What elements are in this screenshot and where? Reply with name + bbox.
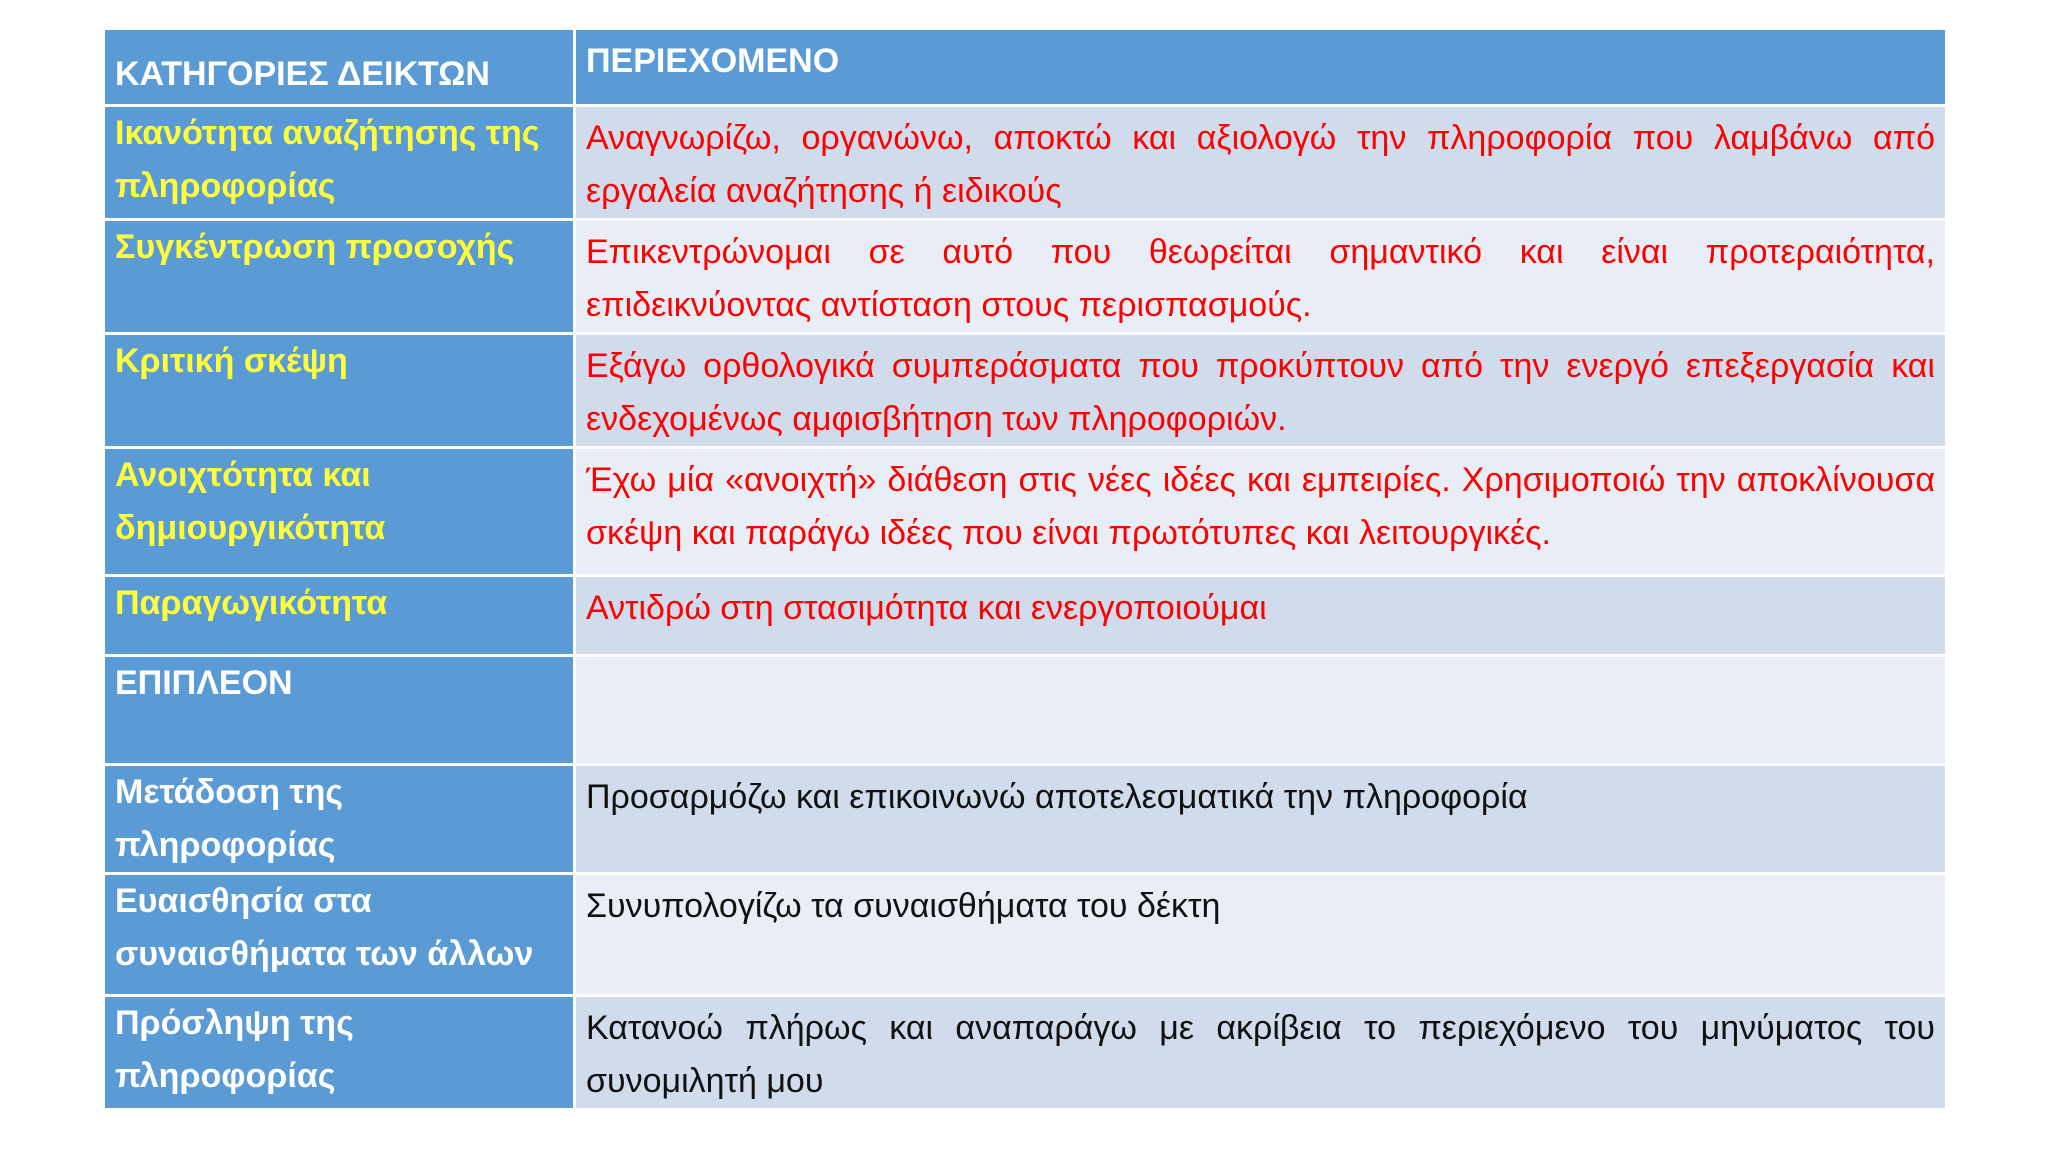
content-cell <box>576 107 1945 221</box>
category-cell <box>105 449 576 577</box>
content-cell <box>576 449 1945 577</box>
category-label: Ικανότητα αναζήτησης της πληροφορίας <box>115 114 540 205</box>
content-text: Επικεντρώνομαι σε αυτό που θεωρείται σημαντικό και είναι προτεραιότητα, επιδεικνύοντας αντίσταση στους περισπασμούς. <box>586 233 1935 324</box>
content-text: Αντιδρώ στη στασιμότητα και ενεργοποιούμαι <box>586 589 1267 627</box>
content-cell <box>576 875 1945 997</box>
category-label: Μετάδοση της πληροφορίας <box>115 773 344 864</box>
content-text: Έχω μία «ανοιχτή» διάθεση στις νέες ιδέες και εμπειρίες. Χρησιμοποιώ την αποκλίνουσα σκέψη και παράγω ιδέες που είναι πρωτότυπες και λειτουργικές. <box>586 461 1935 552</box>
content-cell <box>576 997 1945 1111</box>
content-cell <box>576 221 1945 335</box>
table-row <box>105 449 1945 577</box>
content-text: Εξάγω ορθολογικά συμπεράσματα που προκύπτουν από την ενεργό επεξεργασία και ενδεχομένως αμφισβήτηση των πληροφοριών. <box>586 347 1935 438</box>
table-row <box>105 997 1945 1111</box>
category-cell <box>105 657 576 766</box>
table-row <box>105 577 1945 657</box>
table-row <box>105 107 1945 221</box>
table-row <box>105 335 1945 449</box>
category-label: Κριτική σκέψη <box>115 342 348 380</box>
category-cell <box>105 766 576 875</box>
category-cell <box>105 221 576 335</box>
category-label: Πρόσληψη της πληροφορίας <box>115 1004 354 1095</box>
category-cell <box>105 875 576 997</box>
content-cell <box>576 577 1945 657</box>
header-category-label: ΚΑΤΗΓΟΡΙΕΣ ΔΕΙΚΤΩΝ <box>115 55 490 93</box>
category-label: Ευαισθησία στα συναισθήματα των άλλων <box>115 882 534 973</box>
table-row <box>105 875 1945 997</box>
content-text: Αναγνωρίζω, οργανώνω, αποκτώ και αξιολογώ την πληροφορία που λαμβάνω από εργαλεία αναζήτησης ή ειδικούς <box>586 119 1935 210</box>
content-cell <box>576 657 1945 766</box>
content-text: Συνυπολογίζω τα συναισθήματα του δέκτη <box>586 887 1221 925</box>
content-cell <box>576 766 1945 875</box>
table-row <box>105 766 1945 875</box>
content-cell <box>576 335 1945 449</box>
category-cell <box>105 997 576 1111</box>
header-content-cell <box>576 30 1945 107</box>
content-text: Κατανοώ πλήρως και αναπαράγω με ακρίβεια το περιεχόμενο του μηνύματος του συνομιλητή μου <box>586 1009 1935 1100</box>
category-label: Ανοιχτότητα και δημιουργικότητα <box>115 456 386 547</box>
content-text: Προσαρμόζω και επικοινωνώ αποτελεσματικά την πληροφορία <box>586 778 1528 816</box>
category-label: Συγκέντρωση προσοχής <box>115 228 515 266</box>
header-category-cell <box>105 30 576 107</box>
header-content-label: ΠΕΡΙΕΧΟΜΕΝΟ <box>586 42 840 80</box>
category-cell <box>105 577 576 657</box>
section-label-extra: ΕΠΙΠΛΕΟΝ <box>115 664 293 702</box>
table-row <box>105 657 1945 766</box>
category-cell <box>105 107 576 221</box>
table-header-row <box>105 30 1945 107</box>
indicators-table <box>105 30 1945 1111</box>
category-label: Παραγωγικότητα <box>115 584 388 622</box>
table-row <box>105 221 1945 335</box>
content-text <box>576 657 1945 662</box>
category-cell <box>105 335 576 449</box>
